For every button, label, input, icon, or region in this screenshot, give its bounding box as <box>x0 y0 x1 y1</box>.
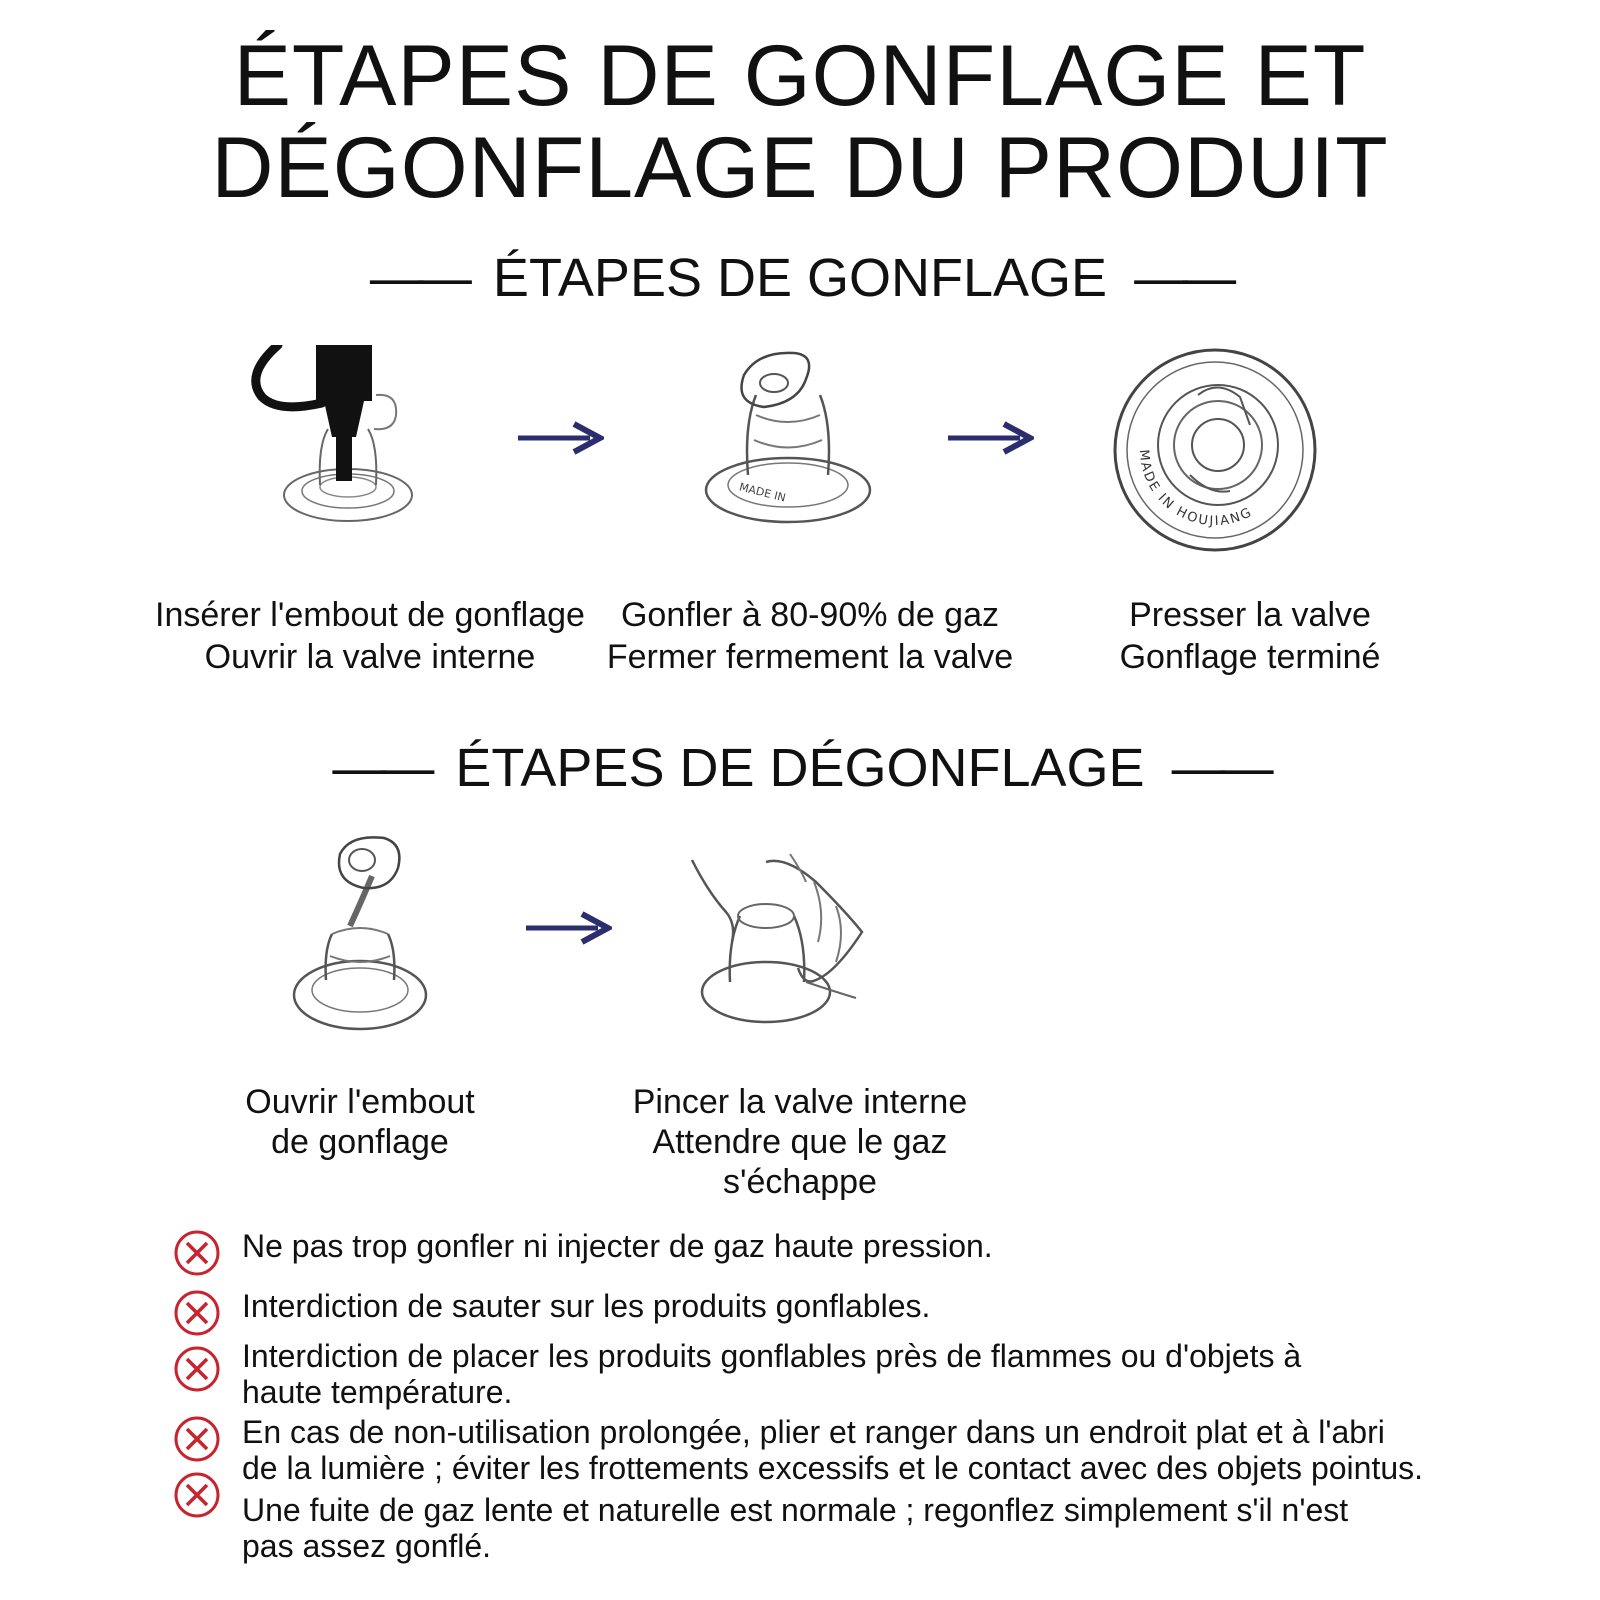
open-valve-cap-icon <box>280 830 440 1040</box>
warning-text <box>242 1338 1472 1410</box>
deflation-step-1-line-1: Ouvrir l'embout <box>245 1083 475 1121</box>
valve-badge-text: MADE IN HOUJIANG <box>1135 448 1256 530</box>
title-line-2: DÉGONFLAGE DU PRODUIT <box>211 120 1389 216</box>
inflation-step-2-line-2: Fermer fermement la valve <box>606 638 1014 676</box>
heading-dash-right: —— <box>1134 248 1231 308</box>
deflation-step-1-line-2: de gonflage <box>271 1123 449 1161</box>
warning-text <box>242 1492 1472 1564</box>
warning-line: de la lumière ; éviter les frottements excessifs et le contact avec des objets pointus. <box>242 1450 1424 1486</box>
valve-top-view-icon <box>1110 345 1320 555</box>
inflation-heading <box>0 248 1600 308</box>
pump-nozzle-valve-icon <box>248 345 448 545</box>
arrow-right-icon <box>518 420 604 456</box>
warning-line: Interdiction de sauter sur les produits gonflables. <box>242 1288 931 1324</box>
deflation-step-2-caption <box>580 1082 1020 1202</box>
warning-text <box>242 1288 1472 1324</box>
warning-line: Interdiction de placer les produits gonflables près de flammes ou d'objets à <box>242 1338 1302 1374</box>
prohibited-x-icon <box>172 1414 222 1464</box>
deflation-step-2-line-2: Attendre que le gaz <box>652 1123 948 1161</box>
deflation-heading-text: ÉTAPES DE DÉGONFLAGE <box>455 738 1145 798</box>
title-line-1: ÉTAPES DE GONFLAGE ET <box>233 28 1367 124</box>
valve-side-view-icon <box>698 345 878 535</box>
pinch-valve-hands-icon <box>686 852 876 1042</box>
heading-dash-left: —— <box>369 248 466 308</box>
inflation-step-1-line-1: Insérer l'embout de gonflage <box>155 596 585 634</box>
prohibited-x-icon <box>172 1470 222 1520</box>
inflation-step-1-line-2: Ouvrir la valve interne <box>204 638 536 676</box>
prohibited-x-icon <box>172 1288 222 1338</box>
deflation-step-1-caption <box>160 1082 560 1162</box>
heading-dash-right: —— <box>1171 738 1268 798</box>
deflation-step-2-line-3: s'échappe <box>723 1163 877 1201</box>
warning-line: Ne pas trop gonfler ni injecter de gaz haute pression. <box>242 1228 993 1264</box>
inflation-step-2-line-1: Gonfler à 80-90% de gaz <box>620 596 1000 634</box>
warning-line: En cas de non-utilisation prolongée, plier et ranger dans un endroit plat et à l'abri <box>242 1414 1385 1450</box>
svg-text:MADE IN: MADE IN <box>737 480 788 505</box>
inflation-step-3-line-1: Presser la valve <box>1129 596 1371 634</box>
warning-text <box>242 1228 1472 1264</box>
warning-line: haute température. <box>242 1374 513 1410</box>
arrow-right-icon <box>948 420 1034 456</box>
page-title <box>0 30 1600 214</box>
warning-line: pas assez gonflé. <box>242 1528 492 1564</box>
heading-dash-left: —— <box>332 738 429 798</box>
inflation-step-3-caption <box>1020 594 1480 678</box>
warning-line: Une fuite de gaz lente et naturelle est normale ; regonflez simplement s'il n'est <box>242 1492 1349 1528</box>
prohibited-x-icon <box>172 1344 222 1394</box>
arrow-right-icon <box>526 910 612 946</box>
inflation-step-3-line-2: Gonflage terminé <box>1119 638 1381 676</box>
deflation-step-2-line-1: Pincer la valve interne <box>632 1083 968 1121</box>
warning-text <box>242 1414 1472 1486</box>
inflation-heading-text: ÉTAPES DE GONFLAGE <box>492 248 1108 308</box>
deflation-heading <box>0 738 1600 798</box>
inflation-step-1-caption <box>140 594 600 678</box>
prohibited-x-icon <box>172 1228 222 1278</box>
inflation-step-2-caption <box>580 594 1040 678</box>
